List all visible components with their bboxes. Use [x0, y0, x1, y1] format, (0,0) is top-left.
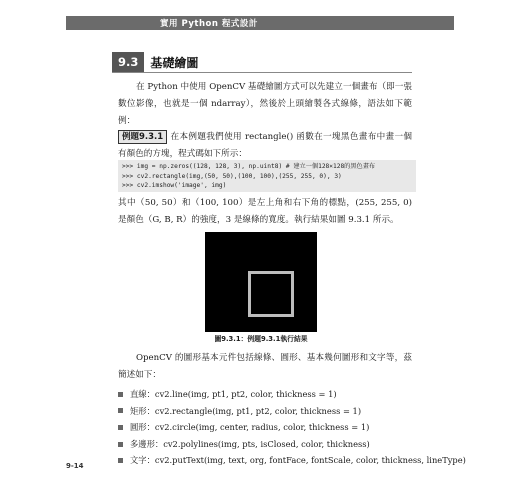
section-number: 9.3	[112, 52, 144, 72]
bullet-icon	[118, 392, 123, 397]
code-line: >>> img = np.zeros((128, 128, 3), np.uint8) # 建立一個128×128的黑色畫布	[122, 163, 376, 170]
example-tag: 例題9.3.1	[118, 130, 167, 144]
list-item-code: cv2.circle(img, center, radius, color, thickness = 1)	[154, 422, 370, 433]
list-item	[118, 419, 418, 436]
intro-paragraph: 在 Python 中使用 OpenCV 基礎繪圖方式可以先建立一個畫布（即一張數位影像，也就是一個 ndarray），然後於上頭繪製各式線條，語法如下範例：	[118, 82, 412, 126]
list-item-code: cv2.rectangle(img, pt1, pt2, color, thickness = 1)	[154, 405, 362, 416]
list-item-label: 直線	[130, 389, 147, 399]
list-item-label: 矩形	[130, 405, 147, 416]
list-item	[118, 403, 418, 420]
list-item-code: cv2.polylines(img, pts, isClosed, color, thickness)	[163, 438, 370, 449]
bullet-icon	[118, 408, 123, 413]
list-item	[118, 436, 418, 453]
bullet-icon	[118, 425, 123, 430]
list-item	[118, 386, 418, 403]
list-item-label: 多邊形	[130, 438, 155, 449]
section-rule	[112, 72, 412, 73]
list-item-label: 圓形	[130, 422, 147, 433]
summary-paragraph: OpenCV 的圖形基本元件包括線條、圓形、基本幾何圖形和文字等，茲簡述如下：	[118, 353, 412, 380]
code-line: >>> cv2.imshow('image', img)	[122, 182, 227, 189]
running-header	[66, 16, 454, 30]
list-item-sep: ：	[154, 438, 164, 449]
header-title: 實用 Python 程式設計	[160, 19, 258, 29]
page-number: 9-14	[66, 462, 84, 470]
section-title: 基礎繪圖	[150, 55, 199, 70]
figure-caption: 圖9.3.1：例題9.3.1執行結果	[214, 335, 308, 343]
list-item-sep: ：	[146, 405, 155, 416]
bullet-icon	[118, 442, 123, 447]
example-paragraph	[118, 129, 412, 163]
code-line: >>> cv2.rectangle(img,(50, 50),(100, 100),(255, 255, 0), 3)	[122, 172, 342, 180]
section-heading	[112, 52, 198, 72]
list-item-sep: ：	[146, 389, 155, 399]
list-item-sep: ：	[146, 455, 155, 466]
figure-image	[205, 232, 317, 332]
list-item-code: cv2.line(img, pt1, pt2, color, thickness = 1)	[154, 389, 337, 399]
explanation-paragraph: 其中（50, 50）和（100, 100）是左上角和右下角的標點，(255, 255, 0) 是顏色（G, B, R）的強度，3 是線條的寬度。執行結果如圖 9.3.1 所示。	[118, 198, 412, 225]
bullet-icon	[118, 458, 123, 463]
example-text: 在本例題我們使用 rectangle() 函數在一塊黑色畫布中畫一個有顏色的方塊，程式碼如下所示：	[118, 132, 412, 159]
list-item-sep: ：	[146, 422, 155, 433]
list-item-label: 文字	[130, 455, 147, 466]
list-item-code: cv2.putText(img, text, org, fontFace, fontScale, color, thickness, lineType)	[154, 455, 466, 466]
code-block	[118, 160, 416, 192]
primitive-list	[118, 386, 466, 469]
rectangle-shape	[248, 271, 294, 317]
list-item	[118, 452, 466, 469]
